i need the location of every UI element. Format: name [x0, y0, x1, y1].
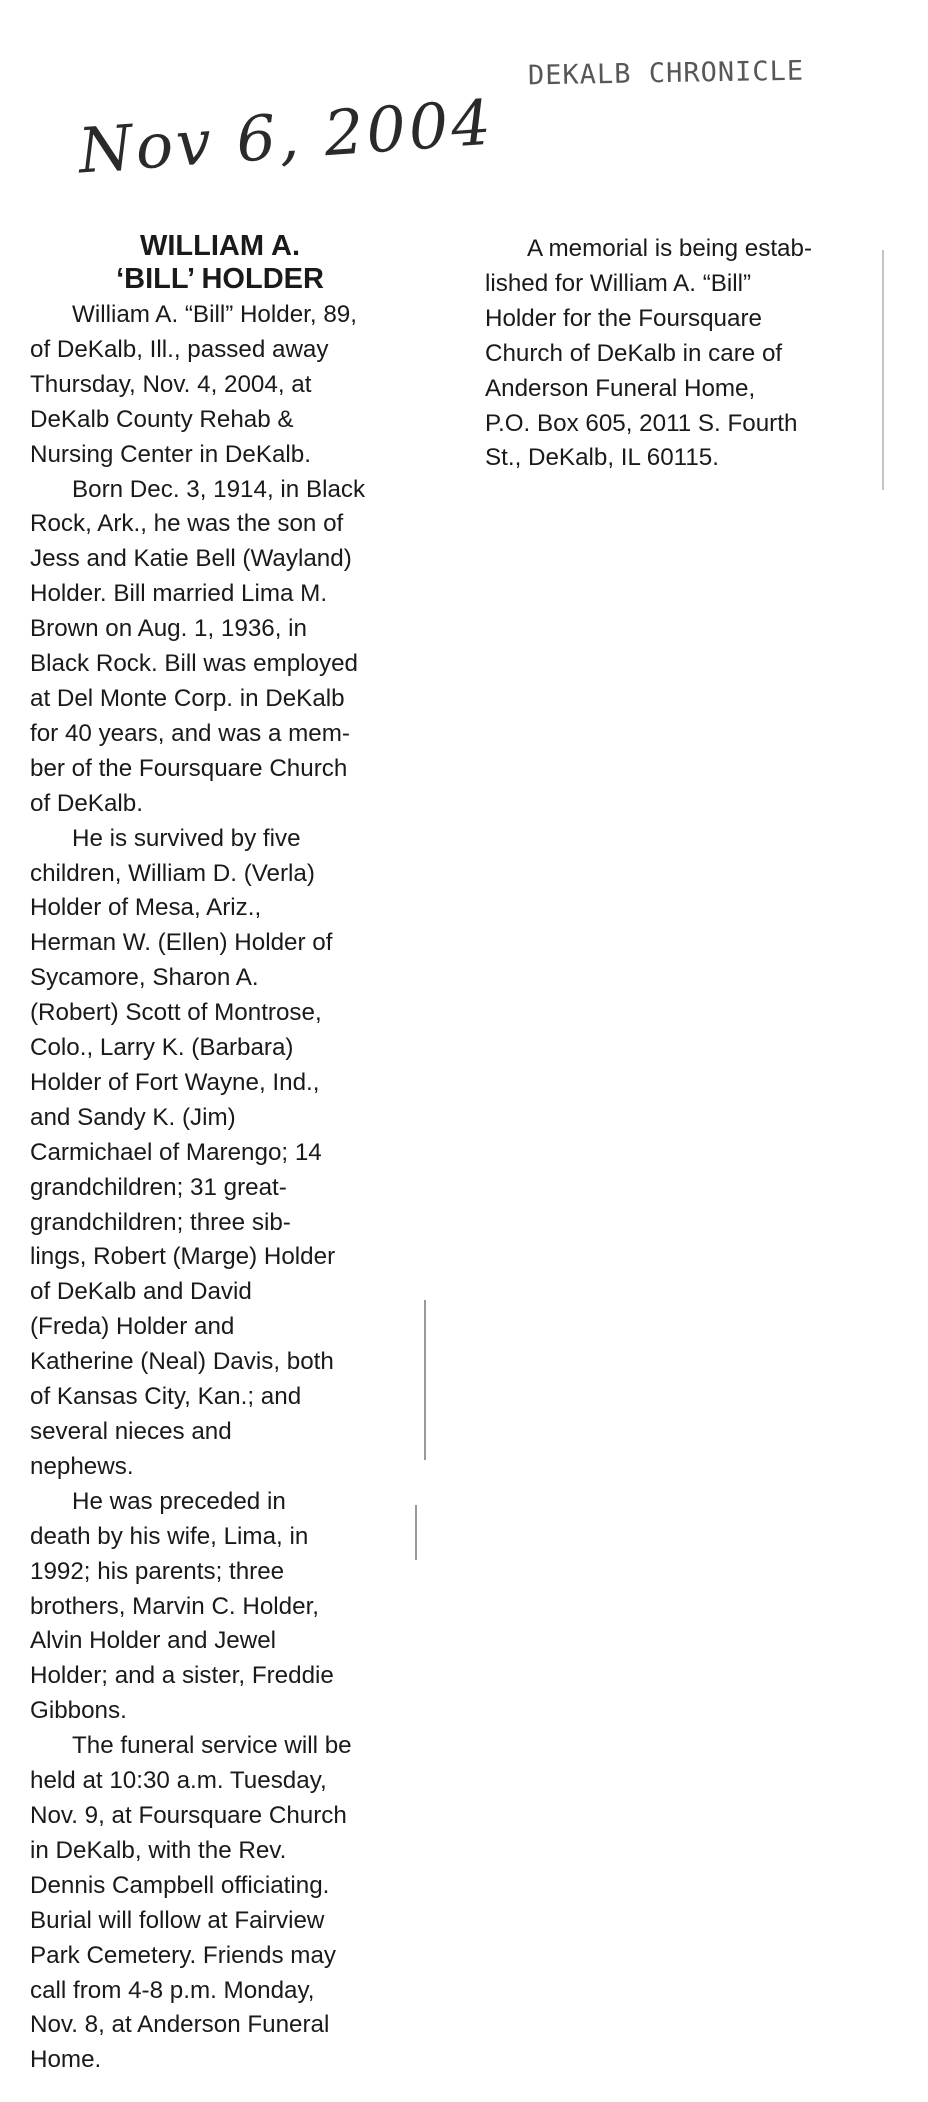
obituary-text-line: Thursday, Nov. 4, 2004, at [30, 370, 312, 398]
obituary-text-line: nephews. [30, 1452, 134, 1480]
obituary-text-line: Black Rock. Bill was employed [30, 650, 358, 678]
memorial-paragraph [485, 232, 875, 476]
obituary-text-line: brothers, Marvin C. Holder, [30, 1592, 320, 1620]
obituary-text-line: Herman W. (Ellen) Holder of [30, 929, 333, 957]
obituary-text-line: Brown on Aug. 1, 1936, in [30, 615, 308, 643]
obituary-text-line: Jess and Katie Bell (Wayland) [30, 545, 352, 573]
column-rule [424, 1300, 426, 1460]
obituary-text-line: Rock, Ark., he was the son of [30, 510, 344, 538]
obituary-text-line: He was preceded in [72, 1487, 286, 1515]
obituary-paragraph [30, 1729, 422, 2078]
obituary-text-line: several nieces and [30, 1418, 232, 1445]
obituary-text-line: Burial will follow at Fairview [30, 1906, 325, 1934]
obituary-text-line: The funeral service will be [72, 1732, 352, 1760]
obituary-text-line: of DeKalb, Ill., passed away [30, 335, 329, 363]
memorial-text-line: St., DeKalb, IL 60115. [485, 444, 719, 472]
obituary-text-line: DeKalb County Rehab & [30, 405, 294, 433]
obituary-text-line: Holder; and a sister, Freddie [30, 1662, 334, 1690]
column-rule [415, 1505, 417, 1560]
obituary-text-line: Dennis Campbell officiating. [30, 1871, 330, 1899]
obituary-text-line: for 40 years, and was a mem- [30, 719, 350, 747]
obituary-text-line: children, William D. (Verla) [30, 859, 315, 887]
obituary-text-line: grandchildren; 31 great- [30, 1173, 287, 1201]
obituary-text-line: Sycamore, Sharon A. [30, 964, 259, 992]
obituary-text-line: call from 4-8 p.m. Monday, [30, 1976, 315, 2004]
obituary-text-line: He is survived by five [72, 824, 301, 852]
memorial-text-line: A memorial is being estab- [527, 235, 813, 262]
memorial-text-line: Church of DeKalb in care of [485, 339, 783, 367]
obituary-text-line: Holder of Mesa, Ariz., [30, 894, 262, 922]
memorial-text-line: Holder for the Foursquare [485, 304, 762, 332]
memorial-text-line: P.O. Box 605, 2011 S. Fourth [485, 409, 798, 437]
memorial-right-column [485, 232, 875, 476]
obituary-text-line: grandchildren; three sib- [30, 1208, 291, 1236]
obituary-text-line: Carmichael of Marengo; 14 [30, 1138, 322, 1166]
obituary-text-line: Nov. 8, at Anderson Funeral [30, 2011, 330, 2039]
obituary-text-line: in DeKalb, with the Rev. [30, 1836, 287, 1864]
newspaper-masthead: DEKALB CHRONICLE [527, 55, 805, 92]
memorial-text-line: lished for William A. “Bill” [485, 269, 752, 297]
obituary-text-line: (Freda) Holder and [30, 1313, 235, 1341]
obituary-text-line: Colo., Larry K. (Barbara) [30, 1034, 294, 1062]
obituary-headline [30, 230, 410, 296]
obituary-text-line: Nov. 9, at Foursquare Church [30, 1801, 347, 1829]
obituary-left-column [30, 230, 422, 2078]
obituary-text-line: 1992; his parents; three [30, 1557, 285, 1585]
obituary-text-line: Gibbons. [30, 1697, 127, 1725]
obituary-text-line: Holder. Bill married Lima M. [30, 580, 328, 608]
obituary-text-line: (Robert) Scott of Montrose, [30, 999, 322, 1027]
obituary-text-line: Nursing Center in DeKalb. [30, 440, 311, 468]
handwritten-date: Nov 6, 2004 [75, 85, 497, 188]
memorial-text-line: Anderson Funeral Home, [485, 374, 756, 402]
obituary-paragraph [30, 1485, 422, 1729]
obituary-text-line: Born Dec. 3, 1914, in Black [72, 475, 366, 503]
headline-line-2: ‘BILL’ HOLDER [116, 263, 324, 295]
obituary-text-line: Alvin Holder and Jewel [30, 1627, 277, 1655]
obituary-text-line: of DeKalb. [30, 789, 143, 817]
obituary-text-line: of Kansas City, Kan.; and [30, 1383, 302, 1411]
obituary-text-line: lings, Robert (Marge) Holder [30, 1243, 336, 1271]
obituary-text-line: death by his wife, Lima, in [30, 1522, 309, 1550]
obituary-text-line: William A. “Bill” Holder, 89, [72, 301, 357, 328]
obituary-text-line: Home. [30, 2046, 102, 2074]
obituary-body [30, 298, 422, 2078]
obituary-text-line: held at 10:30 a.m. Tuesday, [30, 1767, 327, 1795]
obituary-text-line: Holder of Fort Wayne, Ind., [30, 1068, 320, 1096]
obituary-paragraph [30, 473, 422, 822]
obituary-text-line: of DeKalb and David [30, 1278, 252, 1306]
obituary-paragraph [30, 822, 422, 1485]
column-rule [882, 250, 884, 490]
obituary-text-line: and Sandy K. (Jim) [30, 1103, 236, 1131]
obituary-text-line: Katherine (Neal) Davis, both [30, 1348, 334, 1376]
obituary-text-line: Park Cemetery. Friends may [30, 1941, 337, 1969]
memorial-body [485, 232, 875, 476]
obituary-text-line: ber of the Foursquare Church [30, 754, 348, 782]
obituary-paragraph [30, 298, 422, 473]
obituary-text-line: at Del Monte Corp. in DeKalb [30, 684, 345, 712]
headline-line-1: WILLIAM A. [140, 230, 300, 262]
